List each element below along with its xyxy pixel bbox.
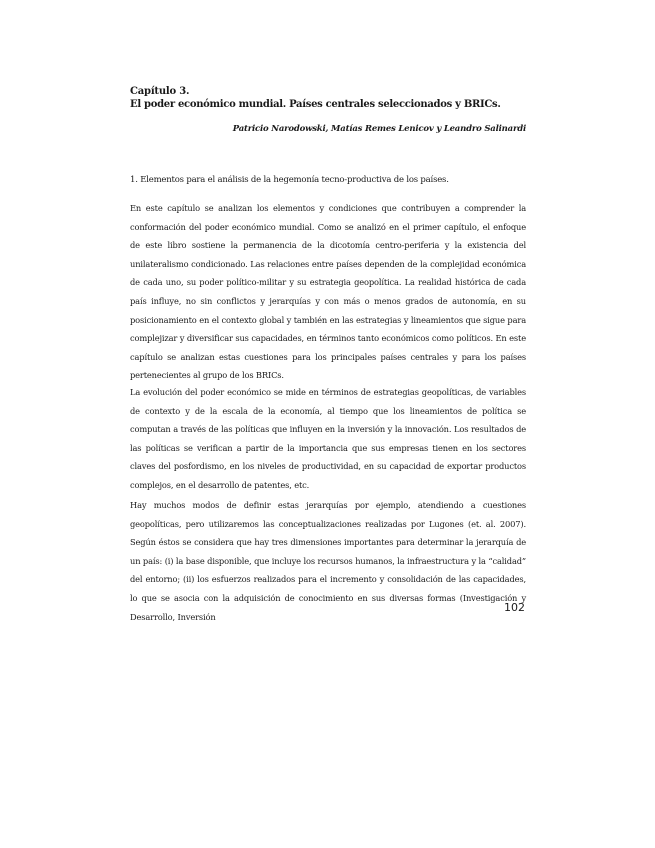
section-heading: 1. Elementos para el análisis de la hegemonía tecno-productiva de los países.	[130, 175, 449, 185]
chapter-title: El poder económico mundial. Países centrales seleccionados y BRICs.	[130, 99, 501, 110]
body-paragraph: La evolución del poder económico se mide en términos de estrategias geopolíticas, de variables de contexto y de la escala de la economía, al tiempo que los lineamientos de política se computan a través de las políticas que influyen en la inversión y la innovación. Los resultados de las políticas se verifican a partir de la importancia que sus empresas tienen en los sectores claves del posfordismo, en los niveles de productividad, en su capacidad de exportar productos complejos, en el desarrollo de patentes, etc.	[130, 387, 526, 490]
page-number: 102	[504, 601, 525, 614]
chapter-label: Capítulo 3.	[130, 86, 190, 97]
body-paragraph: En este capítulo se analizan los elementos y condiciones que contribuyen a comprender la conformación del poder económico mundial. Como se analizó en el primer capítulo, el enfoque de este libro sostiene la permanencia de la dicotomía centro-periferia y la existencia del unilateralismo condicionado. Las relaciones entre países dependen de la complejidad económica de cada uno, su poder político-militar y su estrategia geopolítica. La realidad histórica de cada país influye, no sin conflictos y jerarquías y con más o menos grados de autonomía, en su posicionamiento en el contexto global y también en las estrategias y lineamientos que sigue para complejizar y diversificar sus capacidades, en términos tanto económicos como políticos. En este capítulo se analizan estas cuestiones para los principales países centrales y para los países pertenecientes al grupo de los BRICs.	[130, 203, 526, 381]
chapter-authors: Patricio Narodowski, Matías Remes Lenicov y Leandro Salinardi	[232, 124, 526, 134]
body-paragraph: Hay muchos modos de definir estas jerarquías por ejemplo, atendiendo a cuestiones geopolíticas, pero utilizaremos las conceptualizaciones realizadas por Lugones (et. al. 2007). Según éstos se considera que hay tres dimensiones importantes para determinar la jerarquía de un país: (i) la base disponible, que incluye los recursos humanos, la infraestructura y la “calidad” del entorno; (ii) los esfuerzos realizados para el incremento y consolidación de las capacidades, lo que se asocia con la adquisición de conocimiento en sus diversas formas (Investigación y Desarrollo, Inversión	[130, 500, 526, 622]
